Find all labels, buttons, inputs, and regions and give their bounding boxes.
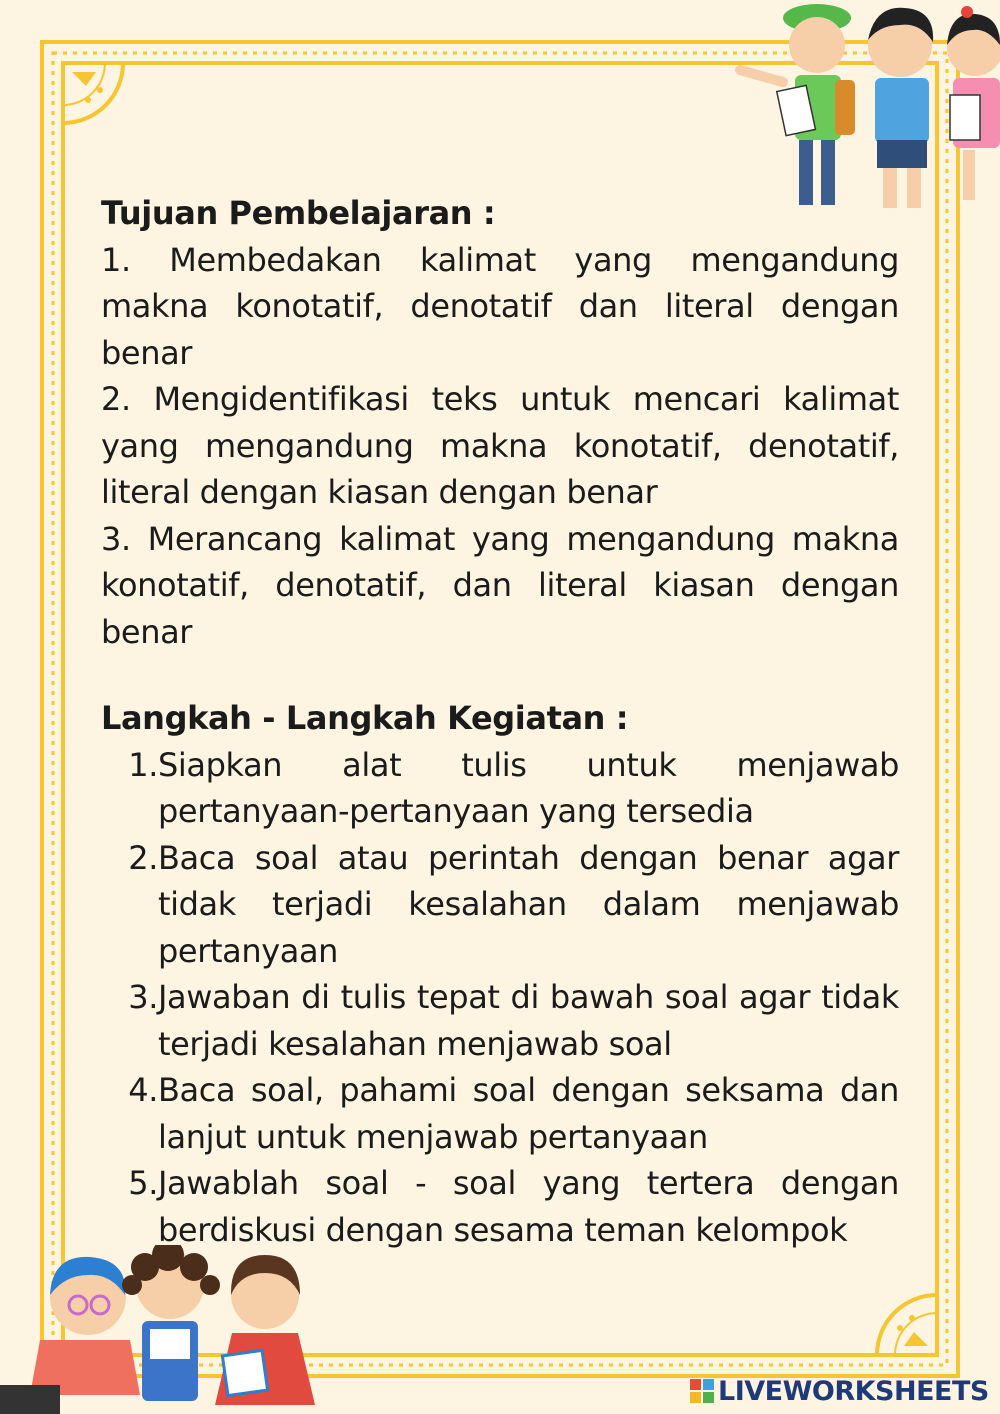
section-gap xyxy=(101,655,899,695)
step-number: 3. xyxy=(128,978,158,1016)
step-text: Baca soal, pahami soal dengan seksama dan lanjut untuk menjawab pertanyaan xyxy=(158,1071,899,1156)
step-text: Baca soal atau perintah dengan benar agar tidak terjadi kesalahan dalam menjawab pertanyaan xyxy=(158,838,899,970)
step-number: 4. xyxy=(128,1071,158,1109)
langkah-step-4 xyxy=(101,1067,899,1160)
kids-illustration-top xyxy=(735,0,1000,215)
langkah-list xyxy=(101,742,899,1254)
langkah-step-5 xyxy=(101,1160,899,1253)
step-text: Jawaban di tulis tepat di bawah soal agar tidak terjadi kesalahan menjawab soal xyxy=(158,978,899,1063)
step-text: Jawablah soal - soal yang tertera dengan berdiskusi dengan sesama teman kelompok xyxy=(158,1164,899,1249)
brand-name: LIVEWORKSHEETS xyxy=(718,1375,989,1407)
step-number: 2. xyxy=(128,838,158,877)
langkah-step-2 xyxy=(101,835,899,975)
worksheet-content xyxy=(101,190,899,1253)
tujuan-item-2: 2. Mengidentifikasi teks untuk mencari kalimat yang mengandung makna konotatif, denotatif, literal dengan kiasan dengan benar xyxy=(101,380,899,511)
tujuan-item-3: 3. Merancang kalimat yang mengandung makna konotatif, denotatif, dan literal kiasan dengan benar xyxy=(101,519,899,651)
liveworksheets-logo-icon xyxy=(690,1379,714,1403)
tujuan-item-1: 1. Membedakan kalimat yang mengandung makna konotatif, denotatif dan literal dengan benar xyxy=(101,240,899,372)
langkah-step-3 xyxy=(101,974,899,1067)
langkah-step-1 xyxy=(101,742,899,835)
langkah-heading: Langkah - Langkah Kegiatan : xyxy=(101,699,629,737)
liveworksheets-brand xyxy=(690,1373,995,1409)
kids-illustration-bottom xyxy=(0,1245,330,1414)
tujuan-heading: Tujuan Pembelajaran : xyxy=(101,194,496,232)
step-text: Siapkan alat tulis untuk menjawab pertanyaan-pertanyaan yang tersedia xyxy=(158,745,899,830)
step-number: 5. xyxy=(128,1164,158,1202)
step-number: 1. xyxy=(128,745,158,784)
